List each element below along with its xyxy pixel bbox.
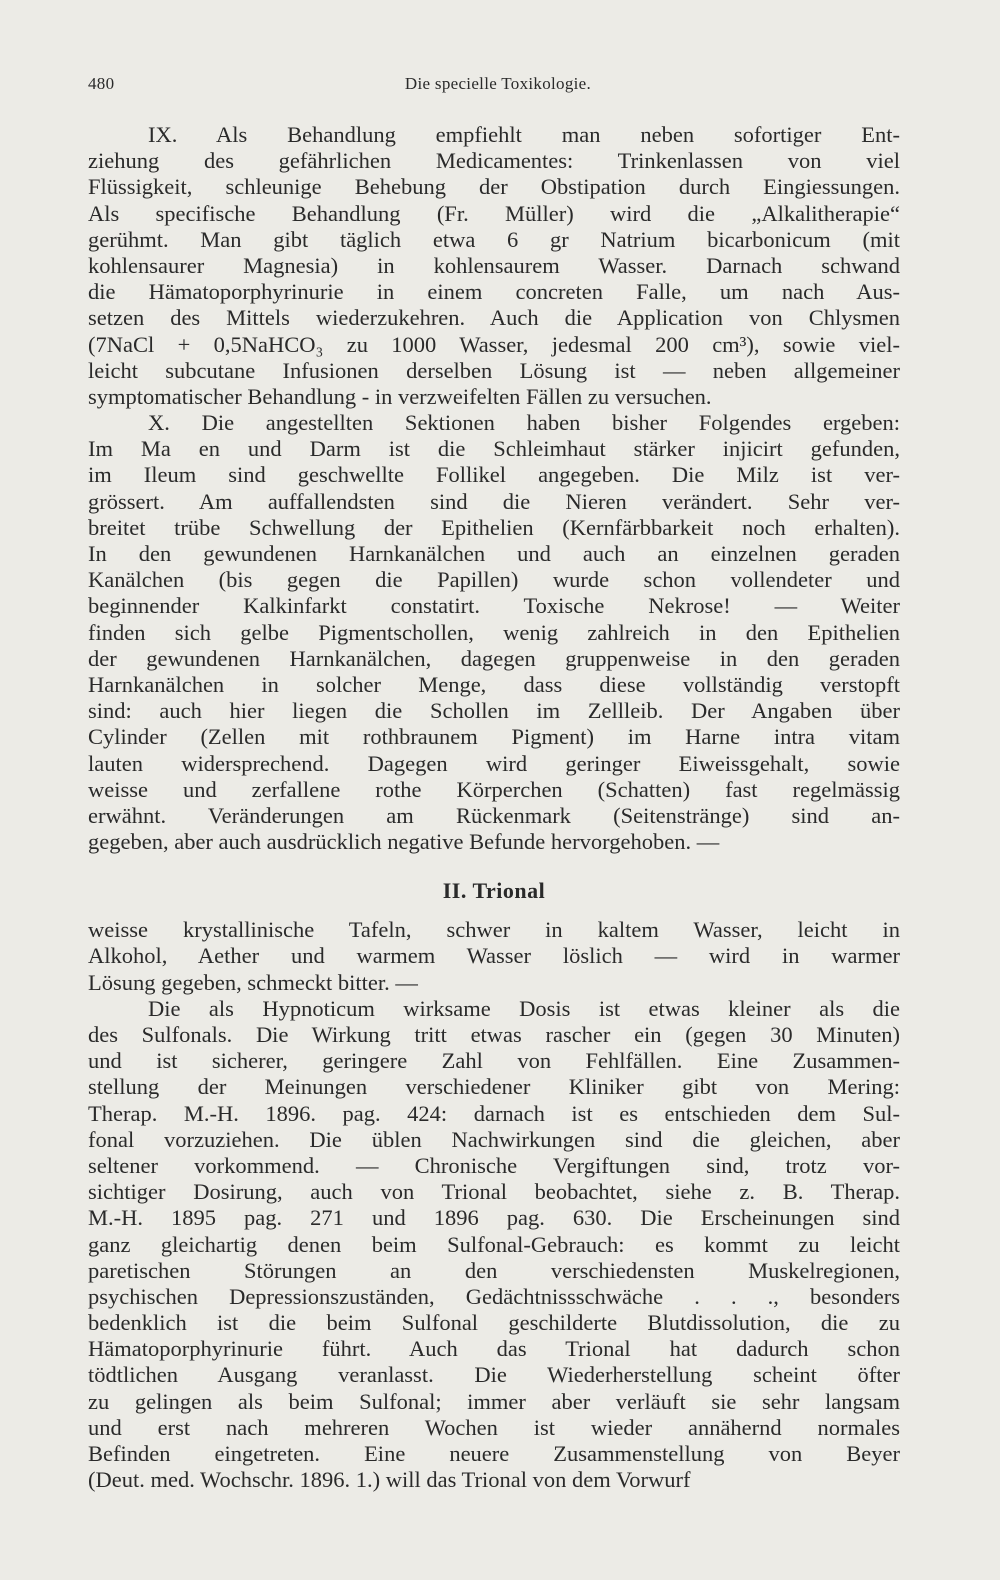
section-trional [88, 917, 900, 1493]
text-line: (Deut. med. Wochschr. 1896. 1.) will das Trional von dem Vorwurf [88, 1467, 691, 1493]
text-line: kohlensaurer Magnesia) in kohlensaurem Wasser. Darnach schwand [88, 252, 900, 278]
text-line: stellung der Meinungen verschiedener Kliniker gibt von Mering: [88, 1074, 900, 1100]
text-line: psychischen Depressionszuständen, Gedächtnissschwäche . . ., besonders [88, 1283, 900, 1309]
text-line: Als specifische Behandlung (Fr. Müller) wird die „Alkalitherapie“ [88, 200, 900, 226]
text-line: tödtlichen Ausgang veranlasst. Die Wiederherstellung scheint öfter [88, 1362, 900, 1388]
text-line: weisse und zerfallene rothe Körperchen (Schatten) fast regelmässig [88, 776, 900, 802]
text-line: Die als Hypnoticum wirksame Dosis ist etwas kleiner als die [148, 995, 900, 1021]
page-number: 480 [88, 74, 115, 93]
text-line: Kanälchen (bis gegen die Papillen) wurde schon vollendeter und [88, 567, 900, 593]
text-line: ziehung des gefährlichen Medicamentes: Trinkenlassen von viel [88, 148, 900, 174]
text-line: (7NaCl + 0,5NaHCO₃ zu 1000 Wasser, jedesmal 200 cm³), sowie viel- [88, 331, 900, 357]
text-line: seltener vorkommend. — Chronische Vergiftungen sind, trotz vor- [88, 1152, 900, 1178]
text-line: zu gelingen als beim Sulfonal; immer aber verläuft sie sehr langsam [88, 1388, 900, 1414]
text-line: Therap. M.-H. 1896. pag. 424: darnach ist es entschieden dem Sul- [88, 1100, 900, 1126]
text-line: setzen des Mittels wiederzukehren. Auch die Application von Chlysmen [88, 305, 900, 331]
text-line: und ist sicherer, geringere Zahl von Fehlfällen. Eine Zusammen- [88, 1048, 900, 1074]
text-line: lauten widersprechend. Dagegen wird geringer Eiweissgehalt, sowie [88, 750, 900, 776]
text-line: und erst nach mehreren Wochen ist wieder annähernd normales [88, 1414, 900, 1440]
text-line: ganz gleichartig denen beim Sulfonal-Gebrauch: es kommt zu leicht [88, 1231, 900, 1257]
text-line: Alkohol, Aether und warmem Wasser löslich — wird in warmer [88, 943, 900, 969]
text-line: Harnkanälchen in solcher Menge, dass diese vollständig verstopft [88, 671, 900, 697]
text-line: In den gewundenen Harnkanälchen und auch an einzelnen geraden [88, 541, 900, 566]
text-line: die Hämatoporphyrinurie in einem concreten Falle, um nach Aus- [88, 279, 900, 305]
text-line: bedenklich ist die beim Sulfonal geschilderte Blutdissolution, die zu [88, 1310, 900, 1336]
text-line: finden sich gelbe Pigmentschollen, wenig zahlreich in den Epithelien [88, 619, 900, 645]
text-line: Lösung gegeben, schmeckt bitter. — [88, 969, 418, 995]
text-line: grössert. Am auffallendsten sind die Nieren verändert. Sehr ver- [88, 488, 900, 514]
text-line: weisse krystallinische Tafeln, schwer in kaltem Wasser, leicht in [88, 917, 900, 943]
text-line: Befinden eingetreten. Eine neuere Zusammenstellung von Beyer [88, 1441, 900, 1466]
text-line: der gewundenen Harnkanälchen, dagegen gruppenweise in den geraden [88, 645, 900, 671]
section-heading: II. Trional [442, 878, 546, 904]
text-line: gerühmt. Man gibt täglich etwa 6 gr Natrium bicarbonicum (mit [88, 226, 900, 252]
text-line: paretischen Störungen an den verschiedensten Muskelregionen, [88, 1257, 900, 1283]
body-text [88, 122, 900, 1493]
text-line: fonal vorzuziehen. Die üblen Nachwirkungen sind die gleichen, aber [88, 1126, 900, 1152]
text-line: Cylinder (Zellen mit rothbraunem Pigment) im Harne intra vitam [88, 724, 900, 750]
section-ix-x [88, 122, 900, 855]
text-line: beginnender Kalkinfarkt constatirt. Toxische Nekrose! — Weiter [88, 593, 900, 619]
text-line: X. Die angestellten Sektionen haben bisher Folgendes ergeben: [148, 410, 900, 436]
text-line: sind: auch hier liegen die Schollen im Zellleib. Der Angaben über [88, 698, 900, 724]
text-line: Flüssigkeit, schleunige Behebung der Obstipation durch Eingiessungen. [88, 174, 900, 200]
text-line: sichtiger Dosirung, auch von Trional beobachtet, siehe z. B. Therap. [88, 1179, 900, 1205]
text-line: Im Ma en und Darm ist die Schleimhaut stärker injicirt gefunden, [88, 436, 900, 462]
text-line: im Ileum sind geschwellte Follikel angegeben. Die Milz ist ver- [88, 462, 900, 488]
text-line: des Sulfonals. Die Wirkung tritt etwas rascher ein (gegen 30 Minuten) [88, 1022, 900, 1047]
text-line: M.-H. 1895 pag. 271 und 1896 pag. 630. Die Erscheinungen sind [88, 1205, 900, 1231]
text-line: Hämatoporphyrinurie führt. Auch das Trional hat dadurch schon [88, 1336, 900, 1362]
running-head [88, 74, 908, 102]
text-line: erwähnt. Veränderungen am Rückenmark (Seitenstränge) sind an- [88, 802, 900, 828]
text-line: gegeben, aber auch ausdrücklich negative Befunde hervorgehoben. — [88, 829, 720, 855]
running-title: Die specielle Toxikologie. [404, 74, 592, 93]
text-line: symptomatischer Behandlung - in verzweifelten Fällen zu versuchen. [88, 383, 712, 409]
text-line: IX. Als Behandlung empfiehlt man neben sofortiger Ent- [148, 122, 900, 147]
text-line: breitet trübe Schwellung der Epithelien (Kernfärbbarkeit noch erhalten). [88, 514, 900, 540]
text-line: leicht subcutane Infusionen derselben Lösung ist — neben allgemeiner [88, 357, 900, 383]
